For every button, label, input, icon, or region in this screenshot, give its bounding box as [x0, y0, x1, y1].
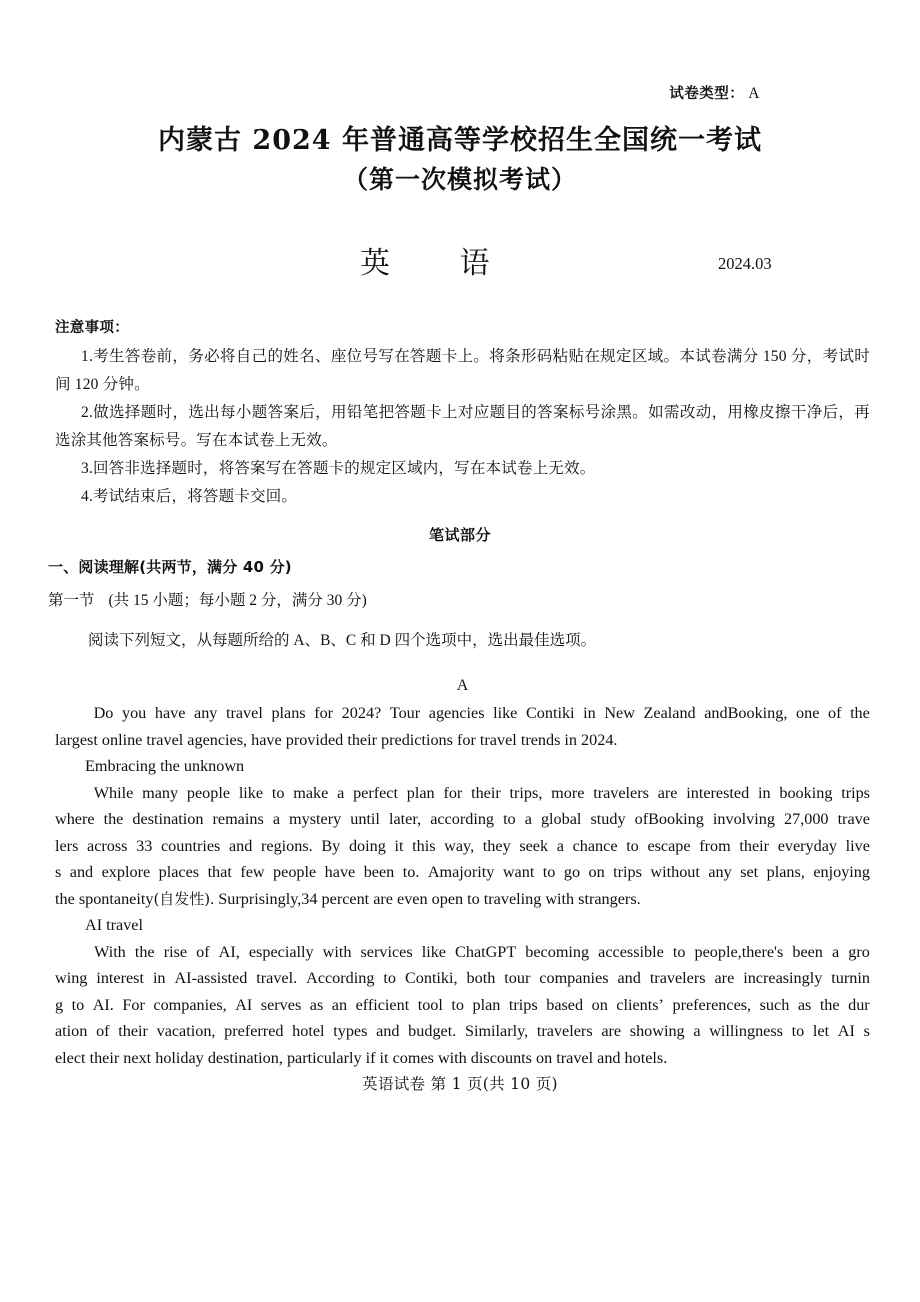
passage-word: go	[563, 863, 581, 881]
passage-letter: A	[456, 677, 469, 694]
passage-line	[55, 780, 870, 807]
passage-word: mystery	[289, 810, 342, 828]
subject-name: 英 语	[360, 246, 520, 281]
passage-word: Similarly,	[464, 1022, 529, 1040]
passage-word: and	[376, 1022, 400, 1040]
passage-word: trips	[613, 863, 642, 881]
passage-word: especially	[248, 942, 314, 961]
passage-word: AI.	[92, 995, 114, 1014]
passage-word: one	[796, 704, 820, 722]
passage-word: companies,	[153, 995, 227, 1014]
part-one-heading	[48, 588, 367, 610]
passage-text: elect their next holiday destination, particularly if it comes with discounts on travel and hotels.	[55, 1048, 668, 1067]
passage-word: willingness	[709, 1022, 783, 1040]
passage-word: on	[588, 863, 605, 881]
passage-word: doing	[348, 836, 386, 855]
passage-word: ation	[55, 1022, 88, 1040]
passage-word: of	[196, 942, 210, 961]
passage-word: remains	[212, 810, 264, 828]
passage-line	[55, 700, 870, 727]
notice-item: 4.考试结束后，将答题卡交回。	[81, 488, 298, 505]
passage-word: s	[55, 863, 62, 881]
passage-word: until	[350, 810, 380, 828]
passage-word: preferences,	[672, 995, 752, 1014]
passage-word: efficient	[355, 995, 410, 1014]
passage-word: any	[194, 704, 218, 722]
passage-word: without	[650, 863, 700, 881]
passage-word: for	[314, 704, 334, 722]
passage-text: (自发性)	[153, 889, 211, 908]
passage-word: people	[273, 863, 317, 881]
passage-subheading	[55, 912, 870, 939]
passage-word: serves	[260, 995, 302, 1014]
passage-line	[55, 1018, 870, 1045]
passage-body	[55, 700, 870, 1071]
passage-word: AI	[837, 1022, 855, 1040]
passage-word: to	[451, 995, 465, 1014]
passage-word: interest	[96, 969, 144, 987]
reading-passage-a	[55, 672, 870, 1071]
passage-word: been	[363, 863, 395, 881]
subject-row	[0, 238, 920, 284]
passage-word: regions.	[261, 836, 313, 855]
passage-word: everyday	[777, 836, 838, 855]
passage-word: By	[321, 836, 341, 855]
passage-word: any	[708, 863, 732, 881]
passage-word: increasingly	[743, 969, 823, 987]
passage-word: global	[540, 810, 582, 828]
passage-word: to	[503, 810, 516, 828]
passage-word: people	[186, 783, 231, 802]
passage-word: live	[845, 836, 870, 855]
passage-word: For	[122, 995, 145, 1014]
passage-word: based	[546, 995, 584, 1014]
passage-word: like	[493, 704, 518, 722]
passage-word: few	[240, 863, 265, 881]
passage-word: across	[87, 836, 128, 855]
passage-word: 2024?	[341, 704, 382, 722]
passage-word: agencies	[428, 704, 485, 722]
passage-word: to	[71, 995, 85, 1014]
paper-type-label	[669, 82, 760, 103]
paragraph-indent	[55, 939, 85, 966]
passage-word: enjoying	[813, 863, 870, 881]
passage-word: set	[740, 863, 759, 881]
passage-word: a	[556, 836, 564, 855]
passage-line	[55, 833, 870, 860]
passage-word: AI	[235, 995, 253, 1014]
passage-word: escape	[647, 836, 691, 855]
passage-word: booking	[779, 783, 833, 802]
notice-heading: 注意事项：	[55, 320, 129, 336]
passage-word: countries	[160, 836, 221, 855]
passage-word: let	[812, 1022, 830, 1040]
passage-word: a	[272, 810, 280, 828]
passage-word: want	[502, 863, 535, 881]
passage-text: AI travel	[85, 916, 143, 934]
section-one-heading: 一、阅读理解(共两节，满分 40 分)	[48, 558, 292, 576]
passage-word: s	[863, 1022, 870, 1040]
passage-word: of	[827, 704, 842, 722]
passage-word: AI,	[218, 942, 240, 961]
passage-word: to	[626, 836, 639, 855]
passage-word: tour	[504, 969, 531, 987]
paragraph-indent	[55, 780, 85, 807]
passage-word: chance	[572, 836, 618, 855]
passage-word: andBooking,	[704, 704, 788, 722]
passage-line	[55, 939, 870, 966]
passage-word: gro	[848, 942, 870, 961]
page-subtitle: （第一次模拟考试）	[342, 165, 577, 194]
passage-subheading	[55, 753, 870, 780]
passage-word: their	[118, 1022, 148, 1040]
exam-date: 2024.03	[718, 254, 772, 273]
passage-word: of	[96, 1022, 110, 1040]
part-one-label: 第一节	[48, 592, 95, 609]
passage-word: Tour	[389, 704, 421, 722]
passage-word: and	[228, 836, 253, 855]
passage-line	[55, 727, 870, 754]
passage-word: 33	[136, 836, 153, 855]
passage-word: from	[699, 836, 731, 855]
passage-word: their	[471, 783, 501, 802]
passage-word: an	[331, 995, 348, 1014]
passage-word: 27,000	[784, 810, 829, 828]
passage-word: this	[412, 836, 436, 855]
passage-word: have	[154, 704, 186, 722]
passage-word: destination	[132, 810, 204, 828]
passage-word: Amajority	[427, 863, 495, 881]
passage-word: wing	[55, 969, 88, 987]
passage-word: With	[94, 942, 126, 961]
passage-word: travelers	[536, 1022, 593, 1040]
passage-word: many	[142, 783, 179, 802]
passage-word: rise	[163, 942, 188, 961]
passage-word: been	[792, 942, 823, 961]
passage-word: in	[757, 783, 771, 802]
passage-word: in	[583, 704, 596, 722]
passage-word: places	[158, 863, 200, 881]
passage-text: . Surprisingly,34 percent are even open to traveling with strangers.	[210, 889, 641, 908]
passage-word: ofBooking	[634, 810, 704, 828]
passage-word: to	[271, 783, 285, 802]
passage-word: travelers	[593, 783, 649, 802]
passage-word: dur	[848, 995, 870, 1014]
passage-word: perfect	[353, 783, 398, 802]
passage-word: plan	[406, 783, 435, 802]
passage-word: Zealand	[643, 704, 696, 722]
passage-word: to	[383, 969, 396, 987]
passage-word: with	[322, 942, 352, 961]
passage-word: like	[238, 783, 264, 802]
passage-word: Do	[93, 704, 114, 722]
passage-word: to	[791, 1022, 805, 1040]
passage-word: the	[103, 810, 124, 828]
passage-word: accessible	[598, 942, 664, 961]
page-footer	[0, 1072, 920, 1094]
notice-item: 2.做选择题时，选出每小题答案后，用铅笔把答题卡上对应题目的答案标号涂黑。如需改动，用橡皮擦干净后，再选涂其他答案标号。写在本试卷上无效。	[55, 404, 870, 449]
page-title: 内蒙古 2024 年普通高等学校招生全国统一考试	[158, 125, 762, 156]
passage-word: you	[121, 704, 147, 722]
passage-word: a	[693, 1022, 701, 1040]
passage-word: way,	[444, 836, 475, 855]
passage-word: New	[604, 704, 635, 722]
passage-word: the	[850, 704, 870, 722]
passage-line	[55, 992, 870, 1019]
passage-word: like	[421, 942, 446, 961]
passage-word: where	[55, 810, 95, 828]
passage-word: companies	[539, 969, 609, 987]
passage-word: as	[797, 995, 812, 1014]
passage-word: g	[55, 995, 64, 1014]
passage-word: are	[657, 783, 678, 802]
passage-word: in	[152, 969, 166, 987]
passage-word: involving	[712, 810, 775, 828]
passage-word: types	[333, 1022, 368, 1040]
notice-block	[55, 316, 870, 511]
passage-line	[55, 806, 870, 833]
passage-word: such	[759, 995, 790, 1014]
passage-word: travel.	[256, 969, 298, 987]
notice-item: 3.回答非选择题时，将答案写在答题卡的规定区域内，写在本试卷上无效。	[81, 460, 596, 477]
part-one-instruction: 阅读下列短文，从每题所给的 A、B、C 和 D 四个选项中，选出最佳选项。	[88, 632, 597, 649]
passage-word: services	[360, 942, 413, 961]
passage-word: tool	[417, 995, 443, 1014]
passage-word: ChatGPT	[455, 942, 517, 961]
passage-word: more	[551, 783, 585, 802]
passage-word: trips,	[509, 783, 543, 802]
passage-word: a	[524, 810, 532, 828]
passage-word: a	[337, 783, 345, 802]
passage-word: for	[443, 783, 463, 802]
passage-text: largest online travel agencies, have provided their predictions for travel trends in 2024.	[55, 730, 618, 749]
passage-word: trave	[837, 810, 870, 828]
passage-word: vacation,	[156, 1022, 216, 1040]
passage-word: and	[69, 863, 94, 881]
notice-item: 1.考生答卷前，务必将自己的姓名、座位号写在答题卡上。将条形码粘贴在规定区域。本试卷满分 150 分，考试时间 120 分钟。	[55, 348, 870, 393]
passage-word: they	[482, 836, 511, 855]
passage-word: AI-assisted	[174, 969, 248, 987]
passage-word: turnin	[831, 969, 870, 987]
passage-word: as	[309, 995, 324, 1014]
passage-word: lers	[55, 836, 79, 855]
passage-line	[55, 965, 870, 992]
passage-word: to	[542, 863, 556, 881]
passage-word: the	[134, 942, 155, 961]
passage-word: interested	[686, 783, 750, 802]
footer-text: 英语试卷 第 1 页(共 10 页)	[362, 1075, 558, 1093]
paper-type-value: A	[748, 85, 760, 102]
passage-word: budget.	[408, 1022, 457, 1040]
passage-word: to	[672, 942, 686, 961]
passage-word: according	[430, 810, 495, 828]
passage-word: study	[590, 810, 626, 828]
passage-word: plans	[271, 704, 306, 722]
passage-text: the spontaneity	[55, 889, 154, 908]
part-one-detail: (共 15 小题；每小题 2 分，满分 30 分)	[108, 592, 367, 609]
passage-word: and	[617, 969, 641, 987]
passage-word: Contiki	[525, 704, 575, 722]
passage-word: to.	[402, 863, 420, 881]
passage-word: hotel	[292, 1022, 325, 1040]
passage-word: plans,	[766, 863, 805, 881]
passage-word: are	[714, 969, 735, 987]
passage-word: on	[591, 995, 608, 1014]
passage-word: Contiki,	[404, 969, 458, 987]
passage-word: people,there's	[694, 942, 784, 961]
passage-line	[55, 1045, 870, 1072]
passage-word: While	[93, 783, 134, 802]
passage-word: becoming	[525, 942, 590, 961]
passage-word: trips	[841, 783, 870, 802]
passage-word: later,	[388, 810, 422, 828]
paragraph-indent	[55, 700, 85, 727]
passage-word: make	[293, 783, 329, 802]
passage-line	[55, 859, 870, 886]
passage-word: the	[819, 995, 840, 1014]
passage-word: explore	[101, 863, 151, 881]
passage-word: travel	[225, 704, 263, 722]
passage-word: preferred	[224, 1022, 284, 1040]
passage-word: plan	[472, 995, 501, 1014]
passage-word: their	[739, 836, 770, 855]
passage-word: it	[394, 836, 404, 855]
passage-word: are	[601, 1022, 622, 1040]
passage-word: a	[831, 942, 840, 961]
passage-word: that	[207, 863, 232, 881]
written-part-heading: 笔试部分	[428, 526, 491, 544]
passage-word: According	[306, 969, 375, 987]
passage-line	[55, 886, 870, 913]
paper-type-text: 试卷类型：	[669, 86, 745, 102]
passage-word: travelers	[649, 969, 706, 987]
passage-word: clients’	[616, 995, 664, 1014]
passage-word: seek	[519, 836, 549, 855]
passage-word: both	[466, 969, 496, 987]
passage-text: Embracing the unknown	[85, 757, 245, 775]
passage-word: showing	[629, 1022, 685, 1040]
passage-word: trips	[508, 995, 538, 1014]
passage-word: have	[324, 863, 356, 881]
